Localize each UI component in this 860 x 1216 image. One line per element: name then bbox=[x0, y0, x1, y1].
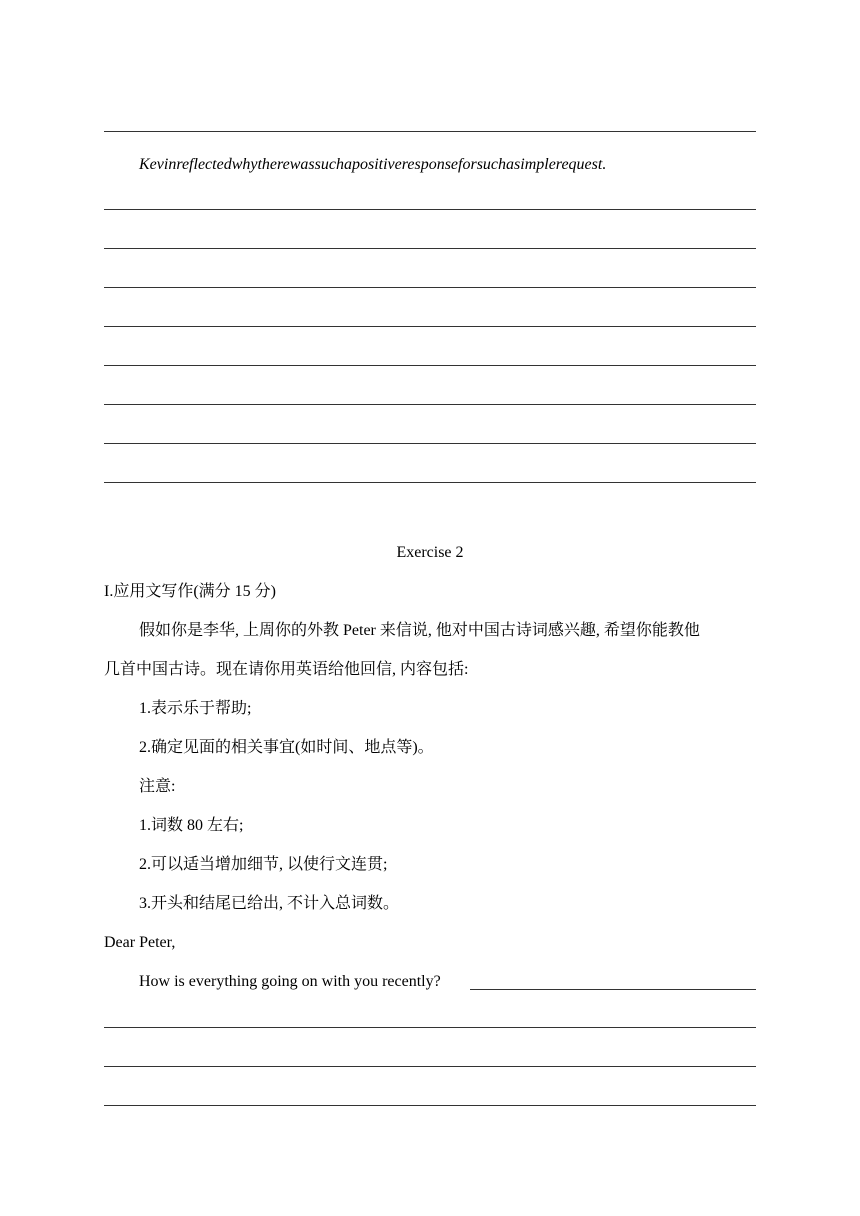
content-point: 2.确定见面的相关事宜(如时间、地点等)。 bbox=[139, 739, 434, 756]
writing-line[interactable] bbox=[104, 326, 756, 327]
writing-line[interactable] bbox=[104, 482, 756, 483]
writing-line[interactable] bbox=[104, 365, 756, 366]
writing-line[interactable] bbox=[104, 1105, 756, 1106]
writing-line[interactable] bbox=[104, 287, 756, 288]
writing-line[interactable] bbox=[104, 248, 756, 249]
writing-line[interactable] bbox=[104, 209, 756, 210]
writing-line[interactable] bbox=[104, 131, 756, 132]
exercise-title: Exercise 2 bbox=[396, 544, 464, 561]
writing-line[interactable] bbox=[104, 404, 756, 405]
prompt-line: 几首中国古诗。现在请你用英语给他回信, 内容包括: bbox=[104, 661, 469, 678]
prompt-line: 假如你是李华, 上周你的外教 Peter 来信说, 他对中国古诗词感兴趣, 希望你能教他 bbox=[139, 622, 700, 639]
given-sentence: Kevinreflectedwhytherewassuchapositiveresponseforsuchasimplerequest. bbox=[139, 156, 607, 173]
content-point: 1.表示乐于帮助; bbox=[139, 700, 252, 717]
note-item: 1.词数 80 左右; bbox=[139, 817, 244, 834]
writing-line[interactable] bbox=[104, 443, 756, 444]
answer-blank[interactable] bbox=[470, 989, 756, 990]
note-item: 3.开头和结尾已给出, 不计入总词数。 bbox=[139, 895, 400, 912]
letter-opening: How is everything going on with you recently? bbox=[139, 973, 441, 990]
section-heading: I.应用文写作(满分 15 分) bbox=[104, 583, 276, 600]
note-item: 2.可以适当增加细节, 以使行文连贯; bbox=[139, 856, 388, 873]
writing-line[interactable] bbox=[104, 1066, 756, 1067]
writing-line[interactable] bbox=[104, 1027, 756, 1028]
letter-salutation: Dear Peter, bbox=[104, 934, 176, 951]
notes-label: 注意: bbox=[139, 778, 176, 795]
